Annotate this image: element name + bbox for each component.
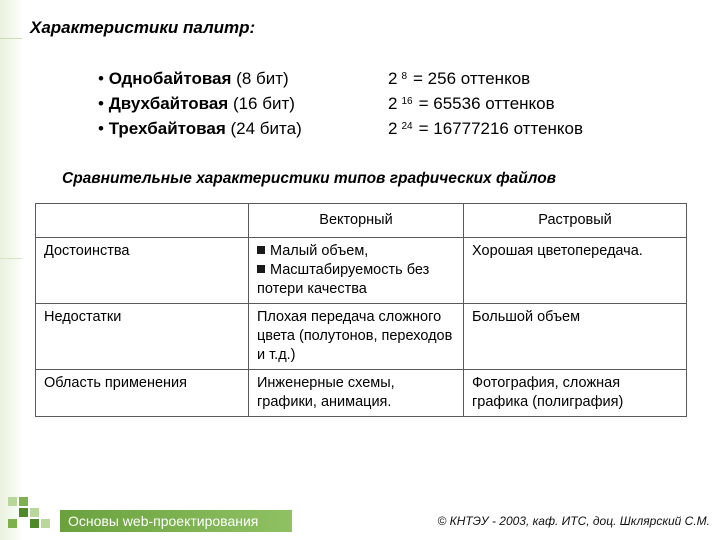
bullet: • xyxy=(98,69,104,88)
page-title: Характеристики палитр: xyxy=(30,18,256,37)
header-empty xyxy=(36,204,249,238)
formula-base: 2 xyxy=(388,119,398,138)
formula-exponent: 16 xyxy=(401,96,413,107)
header-vector: Векторный xyxy=(249,204,464,238)
footer-squares-decor xyxy=(8,497,50,537)
row-label: Достоинства xyxy=(36,238,249,304)
table-row xyxy=(36,304,687,370)
decor-line xyxy=(0,258,22,259)
palette-item xyxy=(98,116,583,141)
palette-name: Трехбайтовая xyxy=(108,119,226,138)
palette-name: Двухбайтовая xyxy=(108,94,229,113)
footer-course-label: Основы web-проектирования xyxy=(60,510,292,532)
footer-copyright: © КНТЭУ - 2003, каф. ИТС, доц. Шклярский С.М. xyxy=(437,514,710,528)
vector-cell: Плохая передача сложного цвета (полутонов, переходов и т.д.) xyxy=(249,304,464,370)
raster-cell: Фотография, сложная графика (полиграфия) xyxy=(464,370,687,417)
table-row xyxy=(36,370,687,417)
formula-exponent: 8 xyxy=(401,71,408,82)
square-bullet-icon xyxy=(257,246,265,254)
palette-bits: (16 бит) xyxy=(228,94,295,113)
bullet: • xyxy=(98,94,104,113)
palette-name: Однобайтовая xyxy=(108,69,232,88)
table-row xyxy=(36,238,687,304)
list-item: Масштабируемость без потери качества xyxy=(257,262,430,297)
comparison-table xyxy=(35,203,687,417)
raster-cell: Большой объем xyxy=(464,304,687,370)
vector-cell xyxy=(249,238,464,304)
formula-result: = 16777216 оттенков xyxy=(418,119,584,138)
decor-line xyxy=(0,38,22,39)
formula-result: = 65536 оттенков xyxy=(418,94,555,113)
left-decor-stripe xyxy=(0,0,22,540)
list-item: Малый объем, xyxy=(257,242,455,261)
palette-bits: (24 бита) xyxy=(225,119,302,138)
vector-cell: Инженерные схемы, графики, анимация. xyxy=(249,370,464,417)
formula-result: = 256 оттенков xyxy=(413,69,531,88)
formula-base: 2 xyxy=(388,94,398,113)
palette-item xyxy=(98,91,583,116)
table-caption: Сравнительные характеристики типов графических файлов xyxy=(62,170,557,187)
palette-bits: (8 бит) xyxy=(231,69,289,88)
square-bullet-icon xyxy=(257,265,265,273)
bullet: • xyxy=(98,119,104,138)
table-header-row xyxy=(36,204,687,238)
palette-list xyxy=(98,66,583,141)
palette-item xyxy=(98,66,583,91)
row-label: Область применения xyxy=(36,370,249,417)
formula-exponent: 24 xyxy=(401,121,413,132)
formula-base: 2 xyxy=(388,69,398,88)
row-label: Недостатки xyxy=(36,304,249,370)
header-raster: Растровый xyxy=(464,204,687,238)
raster-cell: Хорошая цветопередача. xyxy=(464,238,687,304)
